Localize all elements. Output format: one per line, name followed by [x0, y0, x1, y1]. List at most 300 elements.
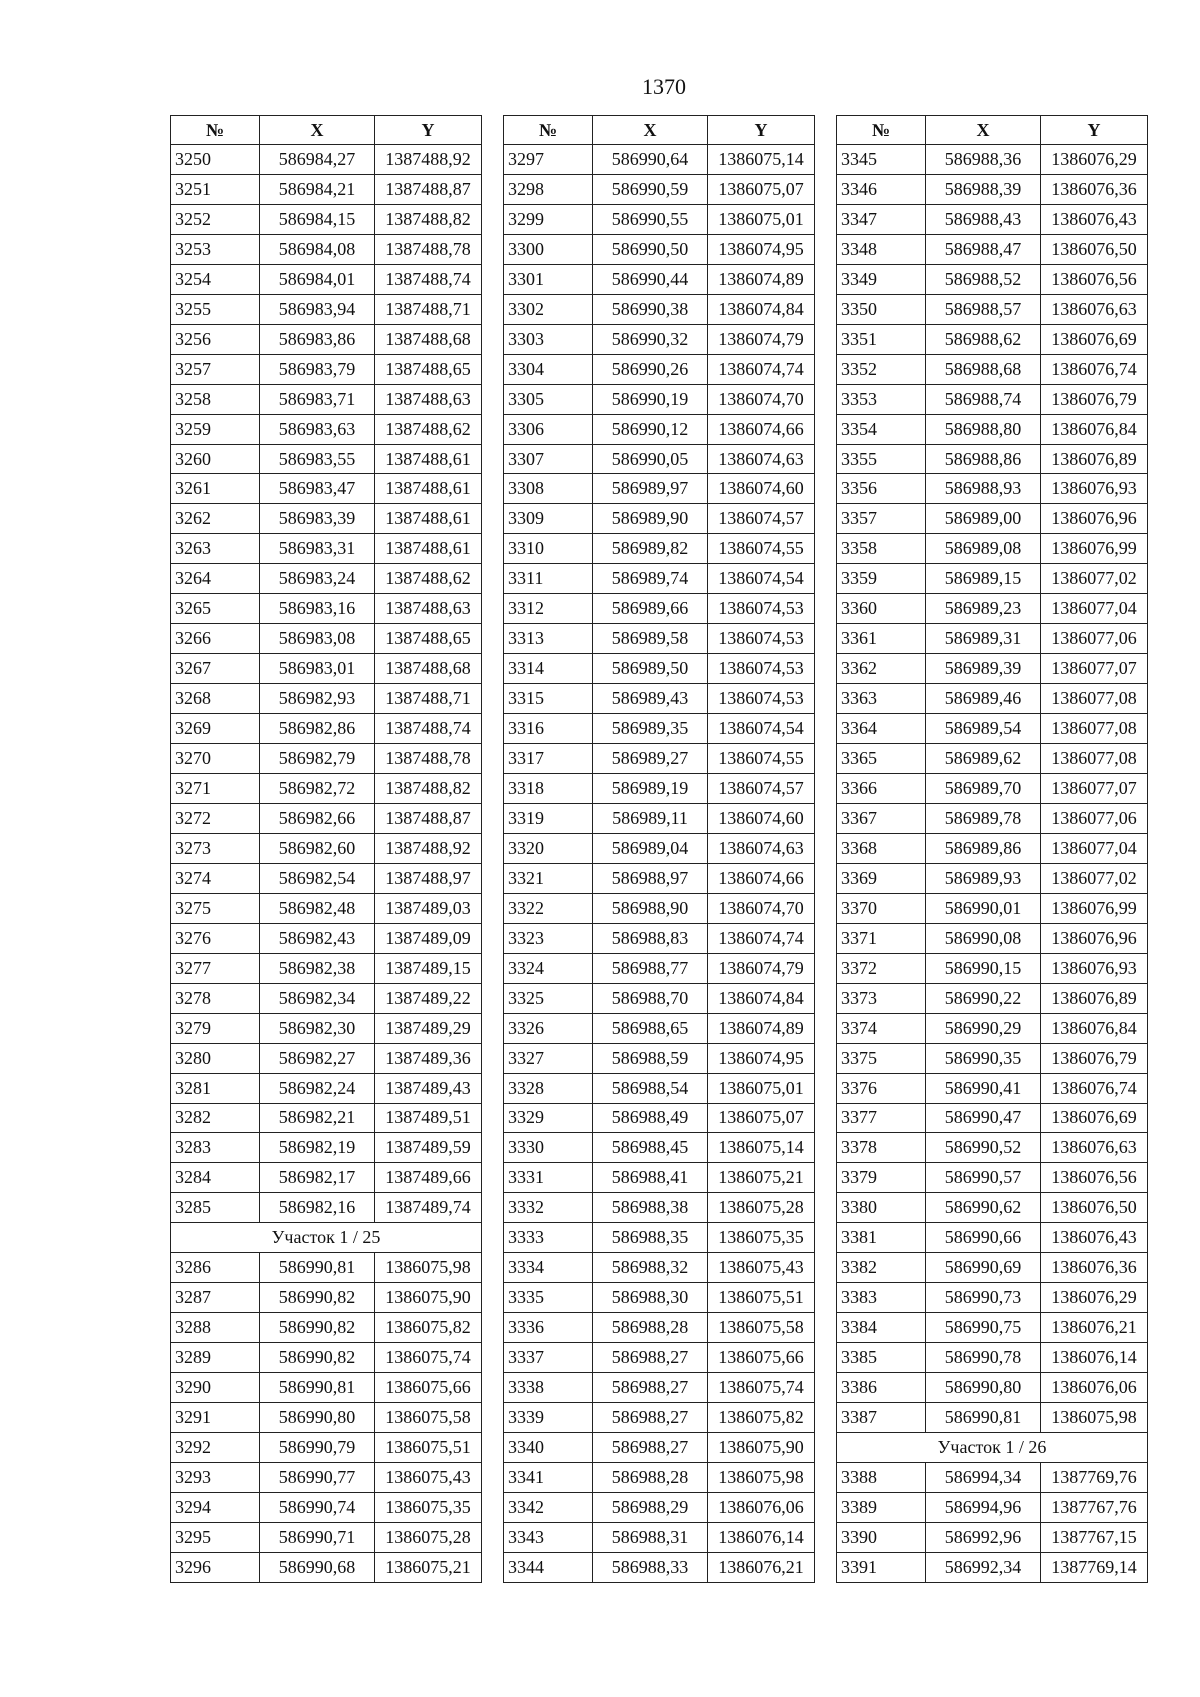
- point-number: 3328: [504, 1073, 593, 1103]
- point-number: 3271: [171, 774, 260, 804]
- table-row: [837, 1373, 1148, 1403]
- x-coordinate: 586990,75: [926, 1313, 1041, 1343]
- table-row: [504, 654, 815, 684]
- point-number: 3375: [837, 1043, 926, 1073]
- x-coordinate: 586990,50: [593, 234, 708, 264]
- y-coordinate: 1386075,43: [708, 1253, 815, 1283]
- table-row: [504, 145, 815, 175]
- point-number: 3363: [837, 684, 926, 714]
- x-coordinate: 586988,27: [593, 1343, 708, 1373]
- point-number: 3355: [837, 444, 926, 474]
- table-row: [171, 1552, 482, 1582]
- point-number: 3341: [504, 1462, 593, 1492]
- x-coordinate: 586990,79: [260, 1432, 375, 1462]
- y-coordinate: 1387488,63: [375, 594, 482, 624]
- table-row: [504, 983, 815, 1013]
- point-number: 3379: [837, 1163, 926, 1193]
- x-coordinate: 586989,90: [593, 504, 708, 534]
- y-coordinate: 1386076,21: [708, 1552, 815, 1582]
- table-row: [171, 1283, 482, 1313]
- x-coordinate: 586990,52: [926, 1133, 1041, 1163]
- point-number: 3288: [171, 1313, 260, 1343]
- table-row: [504, 893, 815, 923]
- x-coordinate: 586988,38: [593, 1193, 708, 1223]
- table-row: [837, 204, 1148, 234]
- y-coordinate: 1387488,87: [375, 174, 482, 204]
- point-number: 3368: [837, 833, 926, 863]
- y-coordinate: 1386075,82: [375, 1313, 482, 1343]
- point-number: 3385: [837, 1343, 926, 1373]
- point-number: 3360: [837, 594, 926, 624]
- point-number: 3255: [171, 294, 260, 324]
- point-number: 3274: [171, 863, 260, 893]
- table-row: [171, 923, 482, 953]
- x-coordinate: 586988,62: [926, 324, 1041, 354]
- point-number: 3351: [837, 324, 926, 354]
- table-row: [504, 1133, 815, 1163]
- point-number: 3332: [504, 1193, 593, 1223]
- coordinate-table-1: [170, 115, 482, 1583]
- table-row: [837, 893, 1148, 923]
- table-row: [171, 354, 482, 384]
- y-coordinate: 1387769,14: [1041, 1552, 1148, 1582]
- table-row: [504, 564, 815, 594]
- table-row: [837, 923, 1148, 953]
- x-coordinate: 586988,68: [926, 354, 1041, 384]
- y-coordinate: 1387769,76: [1041, 1462, 1148, 1492]
- table-row: [171, 204, 482, 234]
- point-number: 3374: [837, 1013, 926, 1043]
- point-number: 3334: [504, 1253, 593, 1283]
- point-number: 3304: [504, 354, 593, 384]
- point-number: 3358: [837, 534, 926, 564]
- table-row: [837, 1492, 1148, 1522]
- point-number: 3298: [504, 174, 593, 204]
- x-coordinate: 586994,96: [926, 1492, 1041, 1522]
- y-coordinate: 1387488,61: [375, 504, 482, 534]
- point-number: 3292: [171, 1432, 260, 1462]
- table-row: [171, 534, 482, 564]
- x-coordinate: 586988,35: [593, 1223, 708, 1253]
- x-coordinate: 586982,60: [260, 833, 375, 863]
- table-row: [171, 1163, 482, 1193]
- header-y: Y: [1041, 116, 1148, 145]
- y-coordinate: 1387488,97: [375, 863, 482, 893]
- point-number: 3310: [504, 534, 593, 564]
- point-number: 3329: [504, 1103, 593, 1133]
- x-coordinate: 586989,23: [926, 594, 1041, 624]
- table-row: [837, 1193, 1148, 1223]
- y-coordinate: 1386074,95: [708, 1043, 815, 1073]
- point-number: 3319: [504, 803, 593, 833]
- y-coordinate: 1386076,50: [1041, 234, 1148, 264]
- y-coordinate: 1386076,56: [1041, 1163, 1148, 1193]
- y-coordinate: 1386076,36: [1041, 174, 1148, 204]
- x-coordinate: 586989,08: [926, 534, 1041, 564]
- y-coordinate: 1386076,29: [1041, 1283, 1148, 1313]
- point-number: 3295: [171, 1522, 260, 1552]
- point-number: 3356: [837, 474, 926, 504]
- y-coordinate: 1386074,66: [708, 414, 815, 444]
- y-coordinate: 1386076,29: [1041, 145, 1148, 175]
- table-row: [171, 1043, 482, 1073]
- point-number: 3357: [837, 504, 926, 534]
- y-coordinate: 1387489,29: [375, 1013, 482, 1043]
- table-row: [171, 654, 482, 684]
- table-row: [171, 1193, 482, 1223]
- x-coordinate: 586988,83: [593, 923, 708, 953]
- point-number: 3296: [171, 1552, 260, 1582]
- x-coordinate: 586989,86: [926, 833, 1041, 863]
- x-coordinate: 586988,54: [593, 1073, 708, 1103]
- table-row: [171, 684, 482, 714]
- table-row: [504, 234, 815, 264]
- table-body: [504, 145, 815, 1583]
- point-number: 3272: [171, 803, 260, 833]
- table-row: [171, 294, 482, 324]
- point-number: 3384: [837, 1313, 926, 1343]
- y-coordinate: 1386076,79: [1041, 384, 1148, 414]
- coordinate-table-2: [503, 115, 815, 1583]
- x-coordinate: 586994,34: [926, 1462, 1041, 1492]
- table-row: [504, 1013, 815, 1043]
- table-row: [504, 1403, 815, 1433]
- table-row: [171, 1103, 482, 1133]
- y-coordinate: 1386075,28: [708, 1193, 815, 1223]
- y-coordinate: 1386077,06: [1041, 624, 1148, 654]
- x-coordinate: 586988,80: [926, 414, 1041, 444]
- point-number: 3259: [171, 414, 260, 444]
- x-coordinate: 586988,77: [593, 953, 708, 983]
- table-row: [837, 1223, 1148, 1253]
- point-number: 3362: [837, 654, 926, 684]
- x-coordinate: 586992,96: [926, 1522, 1041, 1552]
- x-coordinate: 586982,66: [260, 803, 375, 833]
- point-number: 3302: [504, 294, 593, 324]
- y-coordinate: 1386076,14: [1041, 1343, 1148, 1373]
- table-body: [171, 145, 482, 1583]
- x-coordinate: 586988,27: [593, 1403, 708, 1433]
- x-coordinate: 586983,47: [260, 474, 375, 504]
- x-coordinate: 586982,34: [260, 983, 375, 1013]
- y-coordinate: 1386075,90: [708, 1432, 815, 1462]
- table-row: [504, 384, 815, 414]
- y-coordinate: 1386074,79: [708, 324, 815, 354]
- table-row: [504, 534, 815, 564]
- x-coordinate: 586983,71: [260, 384, 375, 414]
- x-coordinate: 586990,78: [926, 1343, 1041, 1373]
- point-number: 3326: [504, 1013, 593, 1043]
- table-row: [504, 1283, 815, 1313]
- x-coordinate: 586982,21: [260, 1103, 375, 1133]
- header-x: X: [260, 116, 375, 145]
- y-coordinate: 1386076,96: [1041, 923, 1148, 953]
- table-row: [504, 833, 815, 863]
- table-row: [504, 923, 815, 953]
- y-coordinate: 1386074,89: [708, 264, 815, 294]
- y-coordinate: 1386076,06: [708, 1492, 815, 1522]
- y-coordinate: 1387488,74: [375, 714, 482, 744]
- table-row: [504, 1343, 815, 1373]
- table-row: [837, 1283, 1148, 1313]
- y-coordinate: 1386075,82: [708, 1403, 815, 1433]
- y-coordinate: 1386075,51: [708, 1283, 815, 1313]
- point-number: 3346: [837, 174, 926, 204]
- y-coordinate: 1387488,62: [375, 414, 482, 444]
- point-number: 3331: [504, 1163, 593, 1193]
- table-row: [837, 564, 1148, 594]
- table-row: [171, 863, 482, 893]
- point-number: 3260: [171, 444, 260, 474]
- table-row: [504, 1193, 815, 1223]
- table-row: [837, 833, 1148, 863]
- table-row: [837, 354, 1148, 384]
- table-row: [504, 684, 815, 714]
- x-coordinate: 586982,27: [260, 1043, 375, 1073]
- x-coordinate: 586988,27: [593, 1373, 708, 1403]
- y-coordinate: 1386075,21: [375, 1552, 482, 1582]
- point-number: 3365: [837, 744, 926, 774]
- x-coordinate: 586988,90: [593, 893, 708, 923]
- header-num: №: [504, 116, 593, 145]
- x-coordinate: 586983,24: [260, 564, 375, 594]
- x-coordinate: 586990,77: [260, 1462, 375, 1492]
- table-row: [171, 774, 482, 804]
- table-row: [837, 1522, 1148, 1552]
- point-number: 3291: [171, 1403, 260, 1433]
- point-number: 3265: [171, 594, 260, 624]
- y-coordinate: 1387488,92: [375, 833, 482, 863]
- y-coordinate: 1386076,43: [1041, 204, 1148, 234]
- point-number: 3267: [171, 654, 260, 684]
- x-coordinate: 586983,01: [260, 654, 375, 684]
- table-row: [837, 414, 1148, 444]
- y-coordinate: 1387488,71: [375, 684, 482, 714]
- y-coordinate: 1386074,55: [708, 744, 815, 774]
- x-coordinate: 586990,64: [593, 145, 708, 175]
- x-coordinate: 586990,12: [593, 414, 708, 444]
- y-coordinate: 1387488,65: [375, 354, 482, 384]
- x-coordinate: 586990,82: [260, 1343, 375, 1373]
- point-number: 3354: [837, 414, 926, 444]
- y-coordinate: 1387767,76: [1041, 1492, 1148, 1522]
- table-row: [504, 624, 815, 654]
- y-coordinate: 1386075,74: [708, 1373, 815, 1403]
- x-coordinate: 586990,82: [260, 1313, 375, 1343]
- y-coordinate: 1386074,74: [708, 354, 815, 384]
- point-number: 3303: [504, 324, 593, 354]
- y-coordinate: 1386076,99: [1041, 534, 1148, 564]
- y-coordinate: 1387489,03: [375, 893, 482, 923]
- header-num: №: [171, 116, 260, 145]
- table-row: [837, 444, 1148, 474]
- point-number: 3301: [504, 264, 593, 294]
- y-coordinate: 1386075,66: [708, 1343, 815, 1373]
- point-number: 3307: [504, 444, 593, 474]
- point-number: 3314: [504, 654, 593, 684]
- x-coordinate: 586982,24: [260, 1073, 375, 1103]
- x-coordinate: 586989,66: [593, 594, 708, 624]
- table-row: [504, 264, 815, 294]
- table-row: [171, 444, 482, 474]
- y-coordinate: 1386076,56: [1041, 264, 1148, 294]
- point-number: 3309: [504, 504, 593, 534]
- table-row: [171, 1462, 482, 1492]
- point-number: 3378: [837, 1133, 926, 1163]
- point-number: 3382: [837, 1253, 926, 1283]
- point-number: 3320: [504, 833, 593, 863]
- x-coordinate: 586990,44: [593, 264, 708, 294]
- point-number: 3388: [837, 1462, 926, 1492]
- point-number: 3342: [504, 1492, 593, 1522]
- table-row: [504, 444, 815, 474]
- point-number: 3380: [837, 1193, 926, 1223]
- table-row: [837, 863, 1148, 893]
- x-coordinate: 586990,80: [926, 1373, 1041, 1403]
- y-coordinate: 1386074,63: [708, 833, 815, 863]
- y-coordinate: 1386076,63: [1041, 1133, 1148, 1163]
- table-row: [837, 803, 1148, 833]
- table-row: [504, 863, 815, 893]
- table-row: [504, 1552, 815, 1582]
- y-coordinate: 1386075,35: [375, 1492, 482, 1522]
- y-coordinate: 1387488,62: [375, 564, 482, 594]
- y-coordinate: 1386076,93: [1041, 953, 1148, 983]
- table-row: [504, 1223, 815, 1253]
- y-coordinate: 1386076,69: [1041, 1103, 1148, 1133]
- point-number: 3262: [171, 504, 260, 534]
- x-coordinate: 586982,86: [260, 714, 375, 744]
- point-number: 3367: [837, 803, 926, 833]
- point-number: 3383: [837, 1283, 926, 1313]
- table-row: [171, 324, 482, 354]
- y-coordinate: 1386075,58: [375, 1403, 482, 1433]
- y-coordinate: 1386074,95: [708, 234, 815, 264]
- y-coordinate: 1386075,98: [1041, 1403, 1148, 1433]
- point-number: 3312: [504, 594, 593, 624]
- table-row: [837, 1313, 1148, 1343]
- table-row: [504, 1103, 815, 1133]
- table-row: [171, 953, 482, 983]
- y-coordinate: 1386077,02: [1041, 863, 1148, 893]
- point-number: 3300: [504, 234, 593, 264]
- x-coordinate: 586988,57: [926, 294, 1041, 324]
- x-coordinate: 586984,15: [260, 204, 375, 234]
- table-row: [171, 474, 482, 504]
- table-row: [837, 1343, 1148, 1373]
- point-number: 3297: [504, 145, 593, 175]
- point-number: 3280: [171, 1043, 260, 1073]
- x-coordinate: 586990,38: [593, 294, 708, 324]
- x-coordinate: 586983,55: [260, 444, 375, 474]
- point-number: 3311: [504, 564, 593, 594]
- table-row: [504, 714, 815, 744]
- x-coordinate: 586992,34: [926, 1552, 1041, 1582]
- y-coordinate: 1386076,63: [1041, 294, 1148, 324]
- point-number: 3390: [837, 1522, 926, 1552]
- y-coordinate: 1386077,04: [1041, 833, 1148, 863]
- table-header-row: [171, 116, 482, 145]
- table-row: [837, 684, 1148, 714]
- x-coordinate: 586990,80: [260, 1403, 375, 1433]
- x-coordinate: 586989,39: [926, 654, 1041, 684]
- table-header-row: [837, 116, 1148, 145]
- point-number: 3279: [171, 1013, 260, 1043]
- y-coordinate: 1386077,08: [1041, 744, 1148, 774]
- point-number: 3369: [837, 863, 926, 893]
- point-number: 3335: [504, 1283, 593, 1313]
- point-number: 3283: [171, 1133, 260, 1163]
- table-row: [171, 744, 482, 774]
- point-number: 3286: [171, 1253, 260, 1283]
- table-row: [504, 1253, 815, 1283]
- x-coordinate: 586983,08: [260, 624, 375, 654]
- table-row: [837, 1073, 1148, 1103]
- x-coordinate: 586990,69: [926, 1253, 1041, 1283]
- x-coordinate: 586983,39: [260, 504, 375, 534]
- point-number: 3261: [171, 474, 260, 504]
- point-number: 3284: [171, 1163, 260, 1193]
- table-row: [171, 1492, 482, 1522]
- y-coordinate: 1386074,84: [708, 294, 815, 324]
- x-coordinate: 586989,15: [926, 564, 1041, 594]
- x-coordinate: 586988,59: [593, 1043, 708, 1073]
- table-row: [504, 354, 815, 384]
- point-number: 3299: [504, 204, 593, 234]
- table-row: [504, 324, 815, 354]
- y-coordinate: 1386076,06: [1041, 1373, 1148, 1403]
- table-row: [837, 1013, 1148, 1043]
- x-coordinate: 586988,36: [926, 145, 1041, 175]
- y-coordinate: 1387767,15: [1041, 1522, 1148, 1552]
- x-coordinate: 586990,26: [593, 354, 708, 384]
- x-coordinate: 586988,29: [593, 1492, 708, 1522]
- table-row: [171, 594, 482, 624]
- table-row: [837, 654, 1148, 684]
- y-coordinate: 1387489,36: [375, 1043, 482, 1073]
- y-coordinate: 1386076,43: [1041, 1223, 1148, 1253]
- section-row: [837, 1432, 1148, 1462]
- point-number: 3305: [504, 384, 593, 414]
- section-row: [171, 1223, 482, 1253]
- point-number: 3256: [171, 324, 260, 354]
- table-row: [837, 983, 1148, 1013]
- x-coordinate: 586988,49: [593, 1103, 708, 1133]
- table-row: [837, 1043, 1148, 1073]
- x-coordinate: 586990,68: [260, 1552, 375, 1582]
- y-coordinate: 1386076,99: [1041, 893, 1148, 923]
- y-coordinate: 1387488,61: [375, 444, 482, 474]
- table-row: [504, 1043, 815, 1073]
- point-number: 3294: [171, 1492, 260, 1522]
- y-coordinate: 1386076,74: [1041, 1073, 1148, 1103]
- table-row: [504, 1313, 815, 1343]
- point-number: 3318: [504, 774, 593, 804]
- point-number: 3352: [837, 354, 926, 384]
- table-row: [171, 1253, 482, 1283]
- table-row: [837, 1253, 1148, 1283]
- table-row: [171, 1073, 482, 1103]
- x-coordinate: 586989,93: [926, 863, 1041, 893]
- point-number: 3377: [837, 1103, 926, 1133]
- section-label: Участок 1 / 25: [171, 1223, 482, 1253]
- y-coordinate: 1386075,98: [375, 1253, 482, 1283]
- x-coordinate: 586983,31: [260, 534, 375, 564]
- x-coordinate: 586990,57: [926, 1163, 1041, 1193]
- table-row: [504, 1163, 815, 1193]
- x-coordinate: 586988,86: [926, 444, 1041, 474]
- y-coordinate: 1387488,61: [375, 474, 482, 504]
